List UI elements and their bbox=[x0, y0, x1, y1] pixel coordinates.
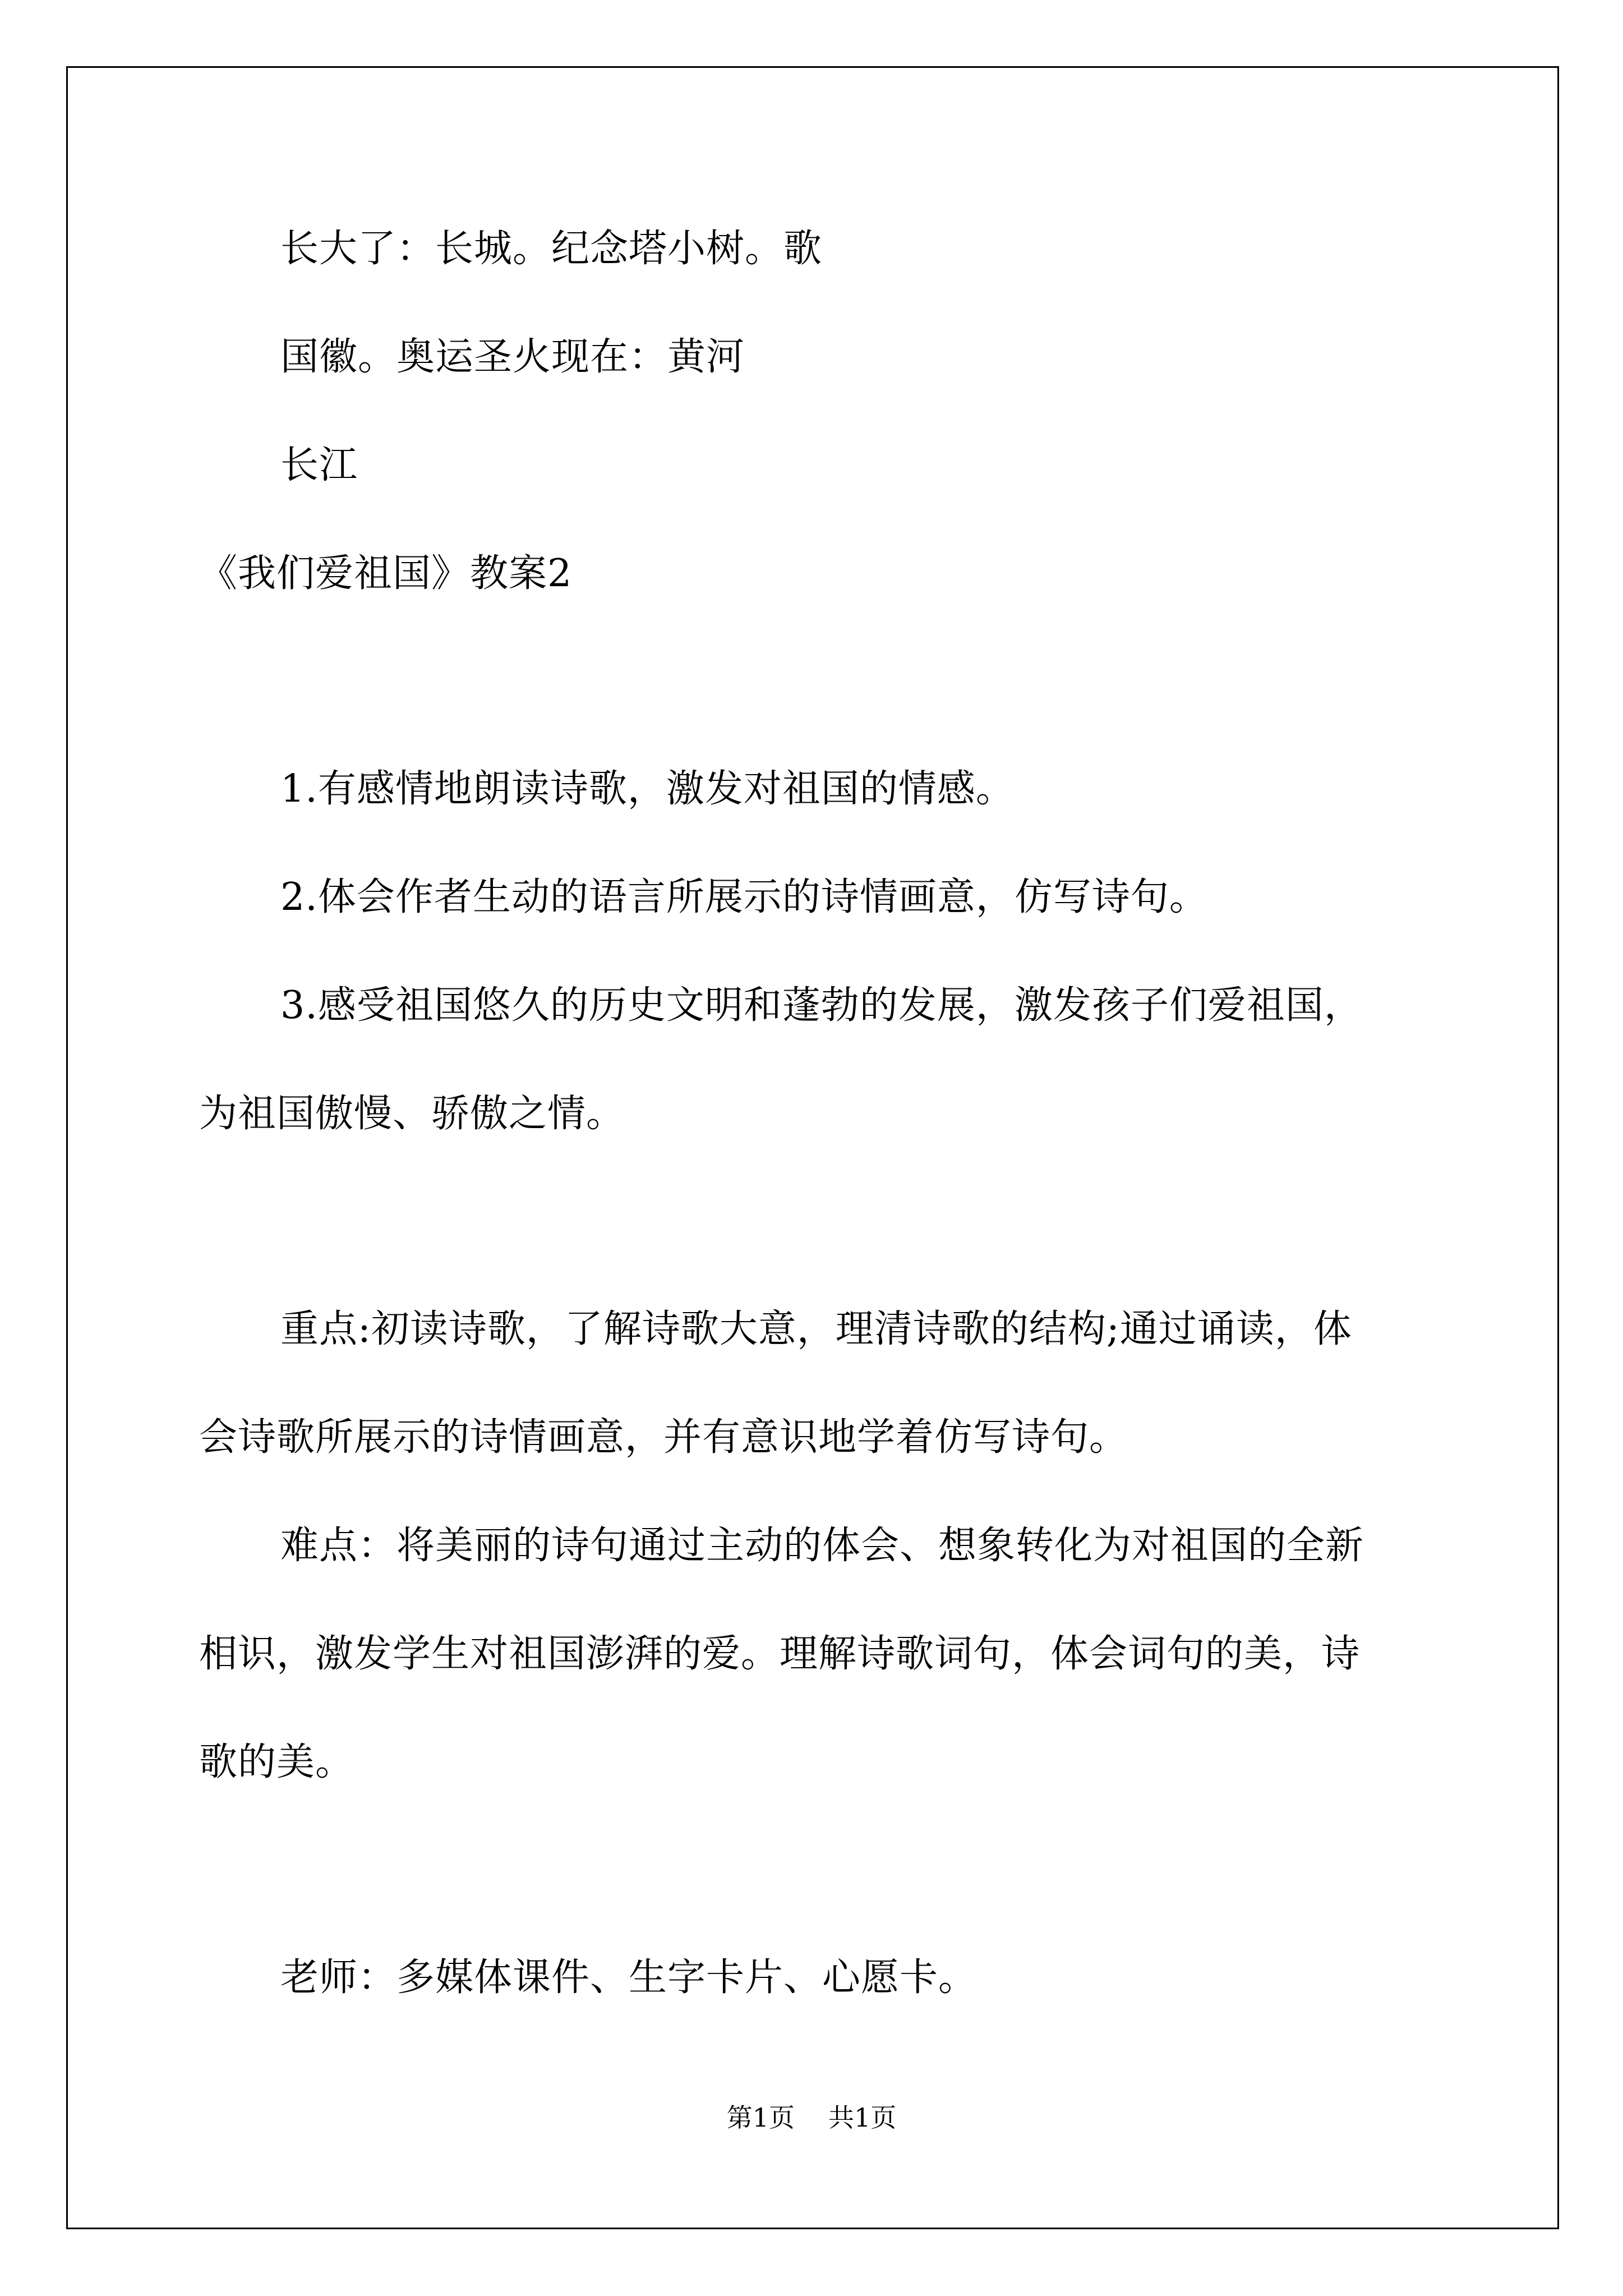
text-line-2: 国徽。奥运圣火现在：黄河 bbox=[280, 335, 745, 379]
difficulty-line-2: 相识，激发学生对祖国澎湃的爱。理解诗歌词句，体会词句的美，诗 bbox=[199, 1632, 1361, 1676]
text-line-1: 长大了：长城。纪念塔小树。歌 bbox=[280, 227, 823, 271]
key-point-line-1: 重点:初读诗歌，了解诗歌大意，理清诗歌的结构;通过诵读，体 bbox=[280, 1307, 1352, 1351]
page-number: 第1页 bbox=[726, 2102, 795, 2133]
objective-3-line-2: 为祖国傲慢、骄傲之情。 bbox=[199, 1092, 625, 1136]
difficulty-line-3: 歌的美。 bbox=[199, 1740, 354, 1784]
key-point-line-2: 会诗歌所展示的诗情画意，并有意识地学着仿写诗句。 bbox=[199, 1415, 1128, 1460]
objective-3-line-1: 3.感受祖国悠久的历史文明和蓬勃的发展，激发孩子们爱祖国， bbox=[280, 983, 1363, 1028]
page-total: 共1页 bbox=[828, 2102, 897, 2133]
difficulty-line-1: 难点：将美丽的诗句通过主动的体会、想象转化为对祖国的全新 bbox=[280, 1524, 1364, 1568]
materials-line: 老师：多媒体课件、生字卡片、心愿卡。 bbox=[280, 1955, 978, 2000]
objective-2: 2.体会作者生动的语言所展示的诗情画意，仿写诗句。 bbox=[280, 875, 1208, 919]
text-line-3: 长江 bbox=[280, 443, 358, 487]
page-footer bbox=[0, 2102, 1623, 2133]
section-heading: 《我们爱祖国》教案2 bbox=[199, 551, 573, 596]
page-border bbox=[66, 66, 1559, 2229]
objective-1: 1.有感情地朗读诗歌，激发对祖国的情感。 bbox=[280, 767, 1015, 811]
